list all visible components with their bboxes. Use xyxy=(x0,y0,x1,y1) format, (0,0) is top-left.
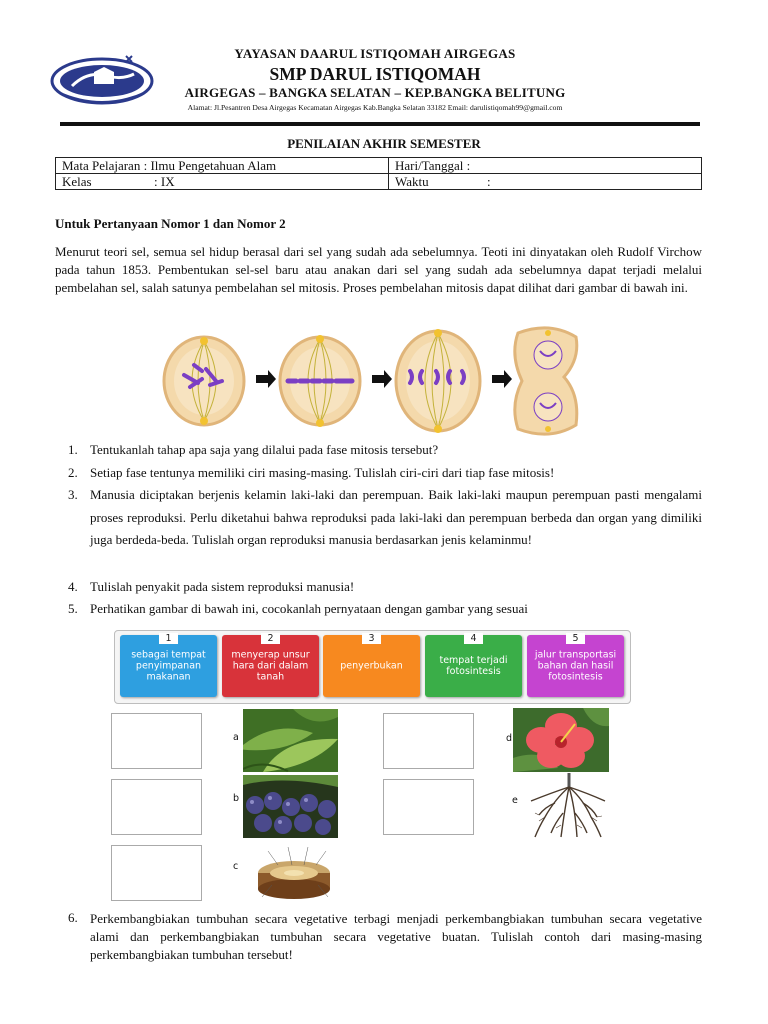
card-text: menyerap unsur hara dari dalam tanah xyxy=(231,649,310,683)
card-number xyxy=(120,633,217,644)
intro-paragraph: Menurut teori sel, semua sel hidup berasal dari sel yang sudah ada sebelumnya. Teoti ini dinyatakan oleh Rudolf Virchow pada tahun 1853. Pembentukan sel-sel baru atau anakan dari sel yang sudah ada sebelumnya dapat terjadi melalui pembelahan sel, salah satunya pembelahan sel mitosis. Proses pembelahan mitosis dapat dilihat dari gambar di bawah ini. xyxy=(55,244,702,295)
school-address: Alamat: Jl.Pesantren Desa Airgegas Kecamatan Airgegas Kab.Bangka Selatan 33182 Email: darulistiqomah99@gmail.com xyxy=(187,103,563,112)
question-text: Tentukanlah tahap apa saja yang dilalui pada fase mitosis tersebut? xyxy=(90,442,439,457)
question-text: Tulislah penyakit pada sistem reproduksi manusia! xyxy=(90,579,355,594)
section-heading: Untuk Pertanyaan Nomor 1 dan Nomor 2 xyxy=(55,216,286,231)
time-label: Waktu xyxy=(395,174,429,189)
question-4 xyxy=(68,579,702,595)
root-system-icon xyxy=(525,773,609,839)
picture-label-b: b xyxy=(233,793,240,804)
statement-card-3 xyxy=(323,635,420,697)
metaphase-cell-icon xyxy=(280,335,360,427)
question-number: 3. xyxy=(68,487,78,502)
card-number-text: 5 xyxy=(566,633,584,644)
question-text: Manusia diciptakan berjenis kelamin laki-laki dan perempuan. Baik laki-laki maupun perempuan pasti mengalami proses reproduksi. Perlu diketahui bahwa reproduksi pada laki-laki dan perempuan berbeda dan organ yang dimiliki juga berdeda-beda. Tulislah organ reproduksi manusia berdasarkan jenis kelaminmu! xyxy=(90,487,702,547)
question-5 xyxy=(68,601,702,617)
mitosis-diagram-icon xyxy=(160,325,590,437)
question-text: Setiap fase tentunya memiliki ciri masing-masing. Tulislah ciri-ciri dari tiap fase mitosis! xyxy=(90,465,555,480)
card-number xyxy=(222,633,319,644)
subject-label: Mata Pelajaran xyxy=(62,158,141,173)
card-number xyxy=(527,633,624,644)
question-number: 4. xyxy=(68,579,78,594)
class-value: : IX xyxy=(154,174,175,189)
question-text: Perhatikan gambar di bawah ini, cocokanlah pernyataan dengan gambar yang sesuai xyxy=(90,601,528,616)
telophase-cell-icon xyxy=(515,328,577,434)
statement-card-5 xyxy=(527,635,624,697)
anaphase-cell-icon xyxy=(396,329,480,433)
subject-value: : Ilmu Pengetahuan Alam xyxy=(143,158,277,173)
school-name: SMP DARUL ISTIQOMAH xyxy=(269,64,481,84)
question-2 xyxy=(68,465,702,481)
class-label: Kelas xyxy=(62,174,92,189)
subject-cell xyxy=(56,158,389,174)
exam-info-table xyxy=(55,157,702,190)
answer-box-c[interactable] xyxy=(111,845,202,901)
arrow-icon xyxy=(372,370,392,388)
stem-cross-section-icon xyxy=(248,841,340,901)
card-text: penyerbukan xyxy=(340,660,403,672)
picture-label-c: c xyxy=(233,861,239,872)
info-row xyxy=(56,158,702,174)
arrow-icon xyxy=(256,370,276,388)
question-6 xyxy=(68,910,702,964)
statement-card-4 xyxy=(425,635,522,697)
time-cell xyxy=(389,174,702,190)
header-divider xyxy=(60,122,700,126)
question-text: Perkembangbiakan tumbuhan secara vegetative terbagi menjadi perkembangbiakan tumbuhan secara vegetative alami dan perkembangbiakan tumbuhan secara vegetative buatan. Tulislah contoh dari masing-masing perkembangbiakan tumbuhan tersebut! xyxy=(90,911,702,962)
card-number xyxy=(425,633,522,644)
card-number xyxy=(323,633,420,644)
answer-box-a[interactable] xyxy=(111,713,202,769)
answer-box-b[interactable] xyxy=(111,779,202,835)
date-cell xyxy=(389,158,702,174)
question-number: 5. xyxy=(68,601,78,616)
exam-title: PENILAIAN AKHIR SEMESTER xyxy=(287,136,481,151)
picture-label-e: e xyxy=(512,795,518,806)
picture-label-a: a xyxy=(233,732,239,743)
answer-box-d[interactable] xyxy=(383,713,474,769)
question-1 xyxy=(68,442,702,458)
school-logo-icon xyxy=(48,52,156,108)
fruit-photo-icon xyxy=(243,775,338,838)
question-number: 6. xyxy=(68,910,78,925)
question-number: 1. xyxy=(68,442,78,457)
statement-card-1 xyxy=(120,635,217,697)
card-number-text: 4 xyxy=(464,633,482,644)
prophase-cell-icon xyxy=(164,337,244,425)
class-cell xyxy=(56,174,389,190)
leaves-photo-icon xyxy=(243,709,338,772)
card-number-text: 3 xyxy=(362,633,380,644)
school-location: AIRGEGAS – BANGKA SELATAN – KEP.BANGKA BELITUNG xyxy=(184,85,566,100)
card-number-text: 1 xyxy=(159,633,177,644)
foundation-name: YAYASAN DAARUL ISTIQOMAH AIRGEGAS xyxy=(234,46,516,61)
arrow-icon xyxy=(492,370,512,388)
card-text: jalur transportasi bahan dan hasil fotosintesis xyxy=(534,649,617,683)
hibiscus-flower-icon xyxy=(513,708,609,772)
card-text: tempat terjadi fotosintesis xyxy=(439,655,508,677)
statement-card-2 xyxy=(222,635,319,697)
question-3 xyxy=(68,484,702,552)
picture-label-d: d xyxy=(506,733,513,744)
card-number-text: 2 xyxy=(261,633,279,644)
card-text: sebagai tempat penyimpanan makanan xyxy=(131,649,206,683)
answer-box-e[interactable] xyxy=(383,779,474,835)
question-number: 2. xyxy=(68,465,78,480)
time-separator: : xyxy=(487,174,491,189)
info-row xyxy=(56,174,702,190)
date-label: Hari/Tanggal : xyxy=(395,158,471,173)
